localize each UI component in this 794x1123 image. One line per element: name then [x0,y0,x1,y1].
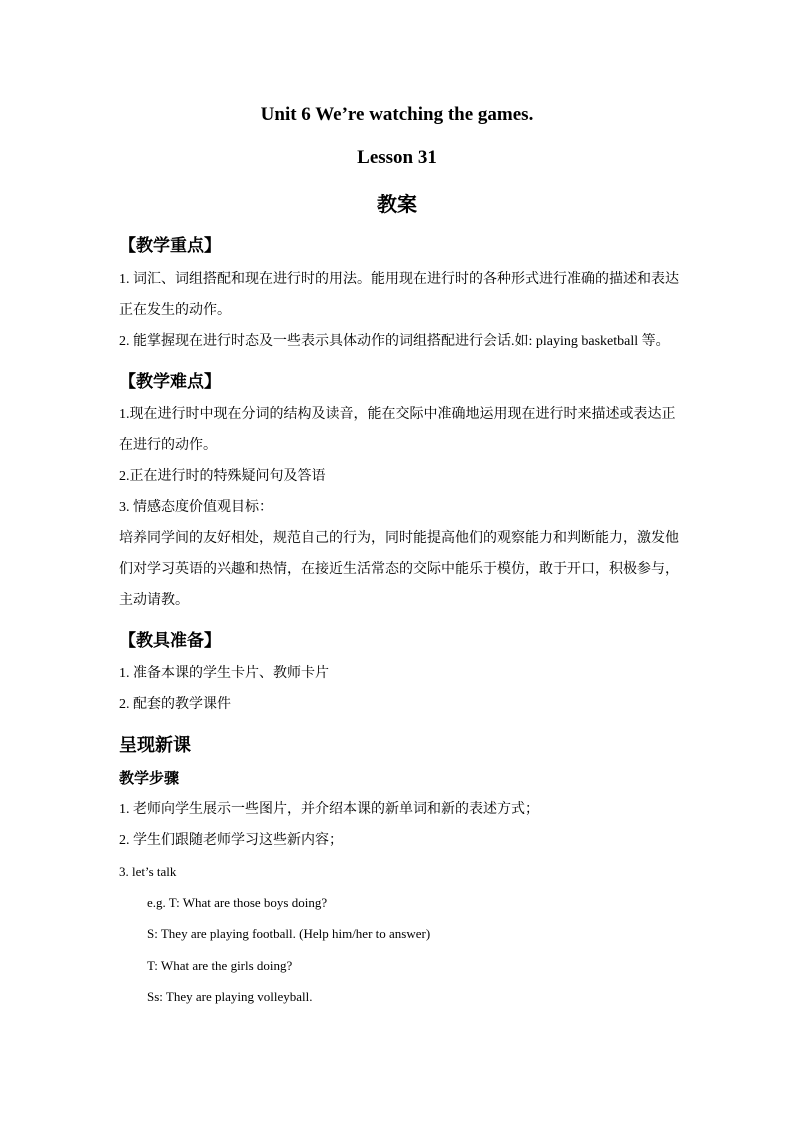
dialogue-line: T: What are the girls doing? [147,958,293,973]
lesson-title: Lesson 31 [357,147,437,168]
key-points-heading: 【教学重点】 [119,236,221,255]
difficulty-item: 培养同学间的友好相处，规范自己的行为，同时能提高他们的观察能力和判断能力，激发他们对学习英语的兴趣和热情，在接近生活常态的交际中能乐于模仿，敢于开口，积极参与，主动请教。 [119,531,679,608]
dialogue-line: e.g. T: What are those boys doing? [147,895,328,910]
material-item: 1. 准备本课的学生卡片、教师卡片 [119,666,329,681]
difficulty-item: 2.正在进行时的特殊疑问句及答语 [119,469,326,484]
key-point-item: 2. 能掌握现在进行时态及一些表示具体动作的词组搭配进行会话.如: playing basketball 等。 [119,334,670,349]
step-item: 3. let’s talk [119,864,177,879]
step-item: 2. 学生们跟随老师学习这些新内容； [119,833,343,848]
material-item: 2. 配套的教学课件 [119,697,231,712]
unit-title: Unit 6 We’re watching the games. [260,104,534,125]
difficulties-heading: 【教学难点】 [119,372,221,391]
materials-heading: 【教具准备】 [119,631,221,650]
difficulty-item: 1.现在进行时中现在分词的结构及读音，能在交际中准确地运用现在进行时来描述或表达正在进行的动作。 [119,407,676,453]
difficulty-item: 3. 情感态度价值观目标： [119,500,273,515]
key-point-item: 1. 词汇、词组搭配和现在进行时的用法。能用现在进行时的各种形式进行准确的描述和表达正在发生的动作。 [119,272,679,318]
new-lesson-heading: 呈现新课 [119,735,191,755]
step-item: 1. 老师向学生展示一些图片，并介绍本课的新单词和新的表述方式； [119,802,539,817]
doc-type-title: 教案 [377,194,417,216]
dialogue-line: S: They are playing football. (Help him/her to answer) [147,926,431,941]
steps-subheading: 教学步骤 [119,771,180,787]
dialogue-line: Ss: They are playing volleyball. [147,989,313,1004]
